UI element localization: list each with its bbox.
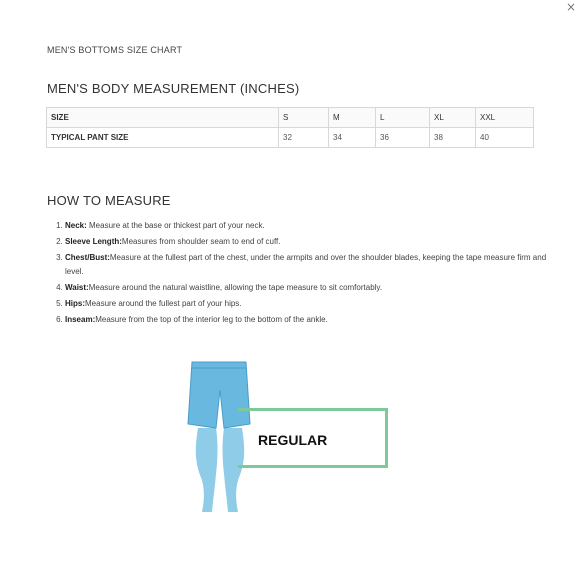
table-header-cell: SIZE <box>47 108 279 128</box>
close-icon[interactable]: × <box>565 0 577 14</box>
table-cell: 34 <box>329 128 376 148</box>
list-item <box>65 235 555 249</box>
table-header-cell: L <box>376 108 430 128</box>
list-item-text: Measure around the natural waistline, allowing the tape measure to sit comfortably. <box>88 283 383 292</box>
list-item-term: Hips: <box>65 299 85 308</box>
list-item-term: Chest/Bust: <box>65 253 110 262</box>
list-item <box>65 251 555 279</box>
table-row <box>47 128 534 148</box>
list-item-text: Measure around the fullest part of your hips. <box>85 299 242 308</box>
table-header-cell: M <box>329 108 376 128</box>
table-cell: 36 <box>376 128 430 148</box>
list-item-term: Inseam: <box>65 315 96 324</box>
table-header-cell: XL <box>430 108 476 128</box>
table-cell: 40 <box>476 128 534 148</box>
table-cell: 32 <box>279 128 329 148</box>
body-measurement-heading: MEN'S BODY MEASUREMENT (INCHES) <box>47 81 300 96</box>
list-item <box>65 219 555 233</box>
list-item-text: Measure at the fullest part of the chest, under the armpits and over the shoulder blades, keeping the tape measure firm and level. <box>65 253 547 276</box>
table-header-row <box>47 108 534 128</box>
list-item <box>65 281 555 295</box>
list-item-text: Measure from the top of the interior leg to the bottom of the ankle. <box>95 315 328 324</box>
left-leg <box>196 428 218 512</box>
list-item-text: Measures from shoulder seam to end of cuff. <box>121 237 281 246</box>
list-item-term: Sleeve Length: <box>65 237 122 246</box>
table-cell: 38 <box>430 128 476 148</box>
list-item-text: Measure at the base or thickest part of your neck. <box>86 221 265 230</box>
size-table <box>46 107 534 148</box>
list-item <box>65 297 555 311</box>
list-item-term: Neck: <box>65 221 87 230</box>
list-item <box>65 313 555 327</box>
table-header-cell: XXL <box>476 108 534 128</box>
table-header-cell: S <box>279 108 329 128</box>
list-item-term: Waist: <box>65 283 89 292</box>
fit-label: REGULAR <box>258 432 328 448</box>
legs-figure <box>196 428 244 512</box>
page-title: MEN'S BOTTOMS SIZE CHART <box>47 45 183 55</box>
measure-instructions-list <box>47 219 555 329</box>
table-cell: TYPICAL PANT SIZE <box>47 128 279 148</box>
how-to-measure-heading: HOW TO MEASURE <box>47 193 171 208</box>
